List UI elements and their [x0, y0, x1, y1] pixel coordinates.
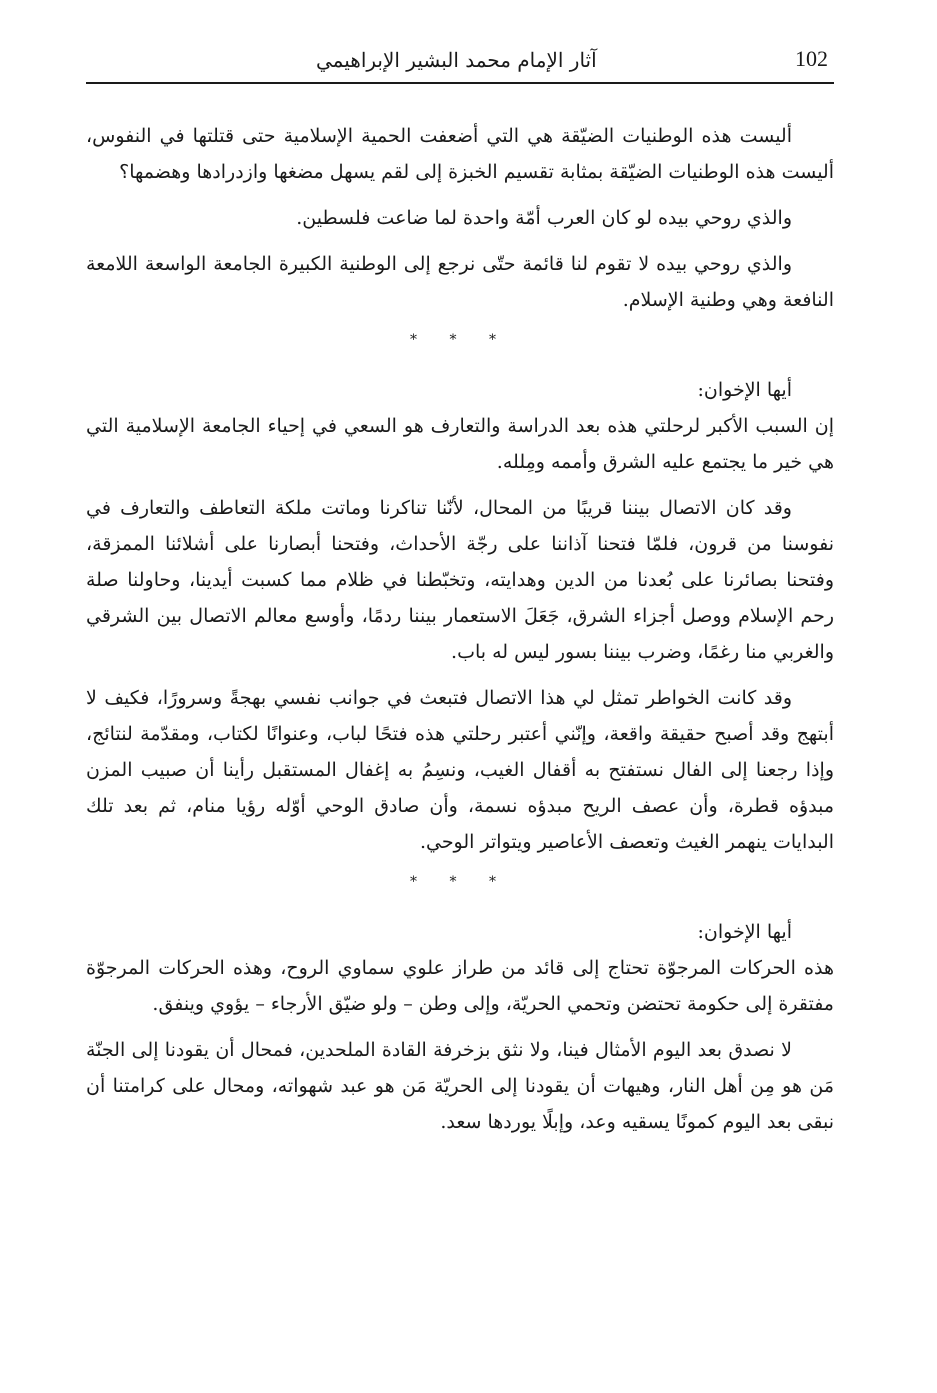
paragraph-6: وقد كانت الخواطر تمثل لي هذا الاتصال فتبعث في جوانب نفسي بهجةً وسرورًا، فكيف لا أبتهج وقد أصبح حقيقة واقعة، وإنّني أعتبر رحلتي هذه فتحًا لباب، وعنوانًا لكتاب، ومقدّمة لنتائج، وإذا رجعنا إلى الفال نستفتح به أقفال الغيب، ونسِمُ به إغفال المستقبل رأينا أن صبيب المزن مبدؤه قطرة، وأن عصف الريح مبدؤه نسمة، وأن صادق الوحي أوّله رؤيا منام، ثم بعد تلك البدايات ينهمر الغيث وتعصف الأعاصير ويتواتر الوحي. — [86, 687, 834, 853]
page-header — [86, 42, 834, 84]
paragraph-5: وقد كان الاتصال بيننا قريبًا من المحال، لأنّنا تناكرنا وماتت ملكة التعاطف والتعارف في نفوسنا من قرون، فلمّا فتحنا آذاننا على رجّة الأحداث، وفتحنا أبصارنا على أشلائنا الممزقة، وفتحنا بصائرنا على بُعدنا من الدين وهدايته، وتخبّطنا في ظلام مما كسبت أيدينا، وحاولنا صلة رحم الإسلام ووصل أجزاء الشرق، جَعَلَ الاستعمار بيننا ردمًا، وأوسع معالم الاتصال بين الشرقي والغربي منا رغمًا، وضرب بيننا بسور ليس له باب. — [86, 497, 834, 663]
section-separator-2: * * * — [410, 874, 510, 890]
page-body — [86, 118, 834, 1150]
paragraph-2: والذي روحي بيده لو كان العرب أمّة واحدة لما ضاعت فلسطين. — [296, 207, 792, 229]
address-heading-2: أيها الإخوان: — [697, 921, 792, 943]
address-heading-1: أيها الإخوان: — [697, 379, 792, 401]
page-number: 102 — [795, 46, 828, 71]
paragraph-1: أليست هذه الوطنيات الضيّقة هي التي أضعفت الحمية الإسلامية حتى قتلتها في النفوس، أليست هذه الوطنيات الضيّقة بمثابة تقسيم الخبزة إلى لقم يسهل مضغها وازدرادها وهضمها؟ — [86, 125, 834, 183]
paragraph-7: هذه الحركات المرجوّة تحتاج إلى قائد من طراز علوي سماوي الروح، وهذه الحركات المرجوّة مفتقرة إلى حكومة تحتضن وتحمي الحريّة، وإلى وطن – ولو ضيّق الأرجاء – يؤوي وينفق. — [86, 957, 834, 1015]
paragraph-4: إن السبب الأكبر لرحلتي هذه بعد الدراسة والتعارف هو السعي في إحياء الجامعة الإسلامية التي هي خير ما يجتمع عليه الشرق وأممه ومِلله. — [86, 415, 834, 473]
running-title: آثار الإمام محمد البشير الإبراهيمي — [316, 48, 597, 72]
section-separator-1: * * * — [410, 332, 510, 348]
paragraph-3: والذي روحي بيده لا تقوم لنا قائمة حتّى نرجع إلى الوطنية الكبيرة الجامعة الواسعة اللامعة النافعة وهي وطنية الإسلام. — [86, 253, 834, 311]
paragraph-8: لا نصدق بعد اليوم الأمثال فينا، ولا نثق بزخرفة القادة الملحدين، فمحال أن يقودنا إلى الجنّة مَن هو مِن أهل النار، وهيهات أن يقودنا إلى الحريّة مَن هو عبد شهواته، ومحال على كرامتنا أن نبقى بعد اليوم كمونًا يسقيه وعد، وإبلًا يوردها سعد. — [86, 1039, 834, 1133]
